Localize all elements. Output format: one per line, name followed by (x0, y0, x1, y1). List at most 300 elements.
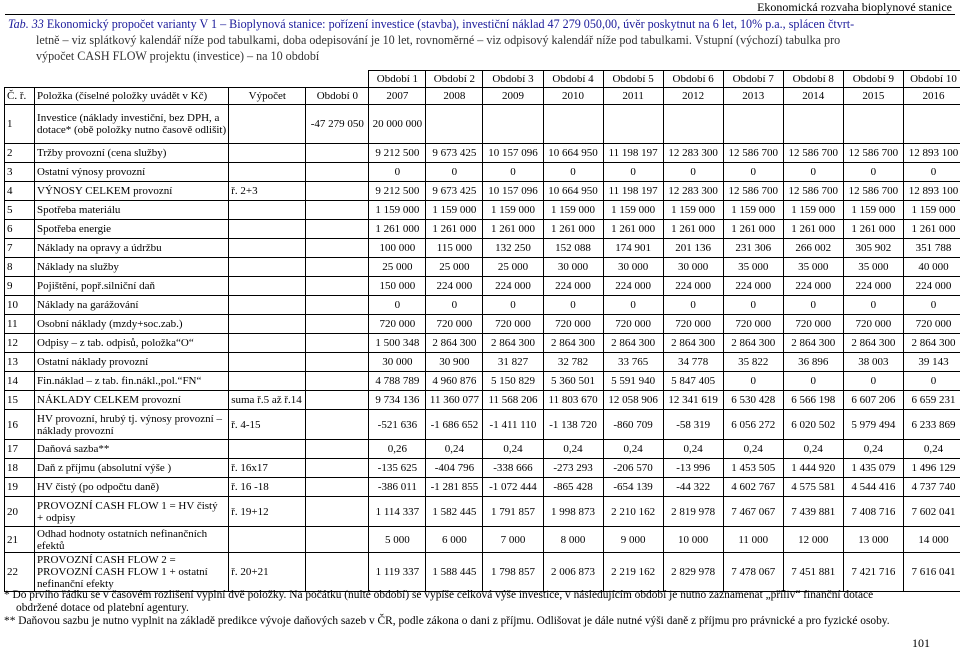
value-cell: 1 159 000 (723, 201, 783, 220)
caption-line-1-text: Ekonomický propočet varianty V 1 – Bioplynová stanice: pořízení investice (stavba), investiční náklad 47 279 050,00, úvěr poskytnut na 6 let, 10% p.a., splácen čtvrt- (44, 17, 854, 31)
calculation-cell (229, 296, 306, 315)
value-cell: 30 000 (663, 258, 723, 277)
value-cell: -1 686 652 (426, 410, 483, 440)
value-cell: 2 864 300 (723, 334, 783, 353)
table-row (5, 296, 960, 315)
item-cell: Fin.náklad – z tab. fin.nákl.,pol.“FN“ (35, 372, 229, 391)
value-cell: 0,24 (603, 440, 663, 459)
item-cell: Daň z příjmu (absolutní výše ) (35, 459, 229, 478)
value-cell: 1 500 348 (369, 334, 426, 353)
row-number-header: Č. ř. (5, 88, 35, 105)
value-cell: 7 439 881 (783, 497, 843, 527)
value-cell: 12 283 300 (663, 144, 723, 163)
row-number-cell: 3 (5, 163, 35, 182)
item-cell: NÁKLADY CELKEM provozní (35, 391, 229, 410)
item-cell: HV provozní, hrubý tj. výnosy provozní – náklady provozní (35, 410, 229, 440)
empty-header-cell (5, 71, 369, 88)
value-cell: 39 143 (903, 353, 960, 372)
value-cell: -1 281 855 (426, 478, 483, 497)
value-cell: 30 000 (369, 353, 426, 372)
value-cell (843, 105, 903, 144)
row-number-cell: 7 (5, 239, 35, 258)
value-cell: 1 159 000 (369, 201, 426, 220)
value-cell: 11 360 077 (426, 391, 483, 410)
value-cell: 5 591 940 (603, 372, 663, 391)
value-cell: 6 530 428 (723, 391, 783, 410)
value-cell: 0 (783, 296, 843, 315)
value-cell: 2 210 162 (603, 497, 663, 527)
value-cell: 1 444 920 (783, 459, 843, 478)
value-cell: 0,24 (483, 440, 543, 459)
value-cell: 32 782 (543, 353, 603, 372)
value-cell: 0 (723, 372, 783, 391)
value-cell (603, 105, 663, 144)
value-cell: 20 000 000 (369, 105, 426, 144)
value-cell: 40 000 (903, 258, 960, 277)
period-0-cell: -47 279 050 (306, 105, 369, 144)
value-cell: 4 737 740 (903, 478, 960, 497)
value-cell: 1 261 000 (843, 220, 903, 239)
column-header-row (5, 88, 960, 105)
value-cell: 1 159 000 (603, 201, 663, 220)
calculation-cell (229, 144, 306, 163)
period-header: Období 7 (723, 71, 783, 88)
row-number-cell: 10 (5, 296, 35, 315)
footnote-1: * Do prvího řádku se v časovém rozlišení vyplní dvě položky. Na počátku (nulté období) se vypíše celková výše investice, v následujícím období je nutno zaznamenat „příliv“ finanční dotace (4, 589, 952, 602)
value-cell: 38 003 (843, 353, 903, 372)
value-cell: 13 000 (843, 527, 903, 553)
value-cell: -1 072 444 (483, 478, 543, 497)
table-row (5, 220, 960, 239)
value-cell: 8 000 (543, 527, 603, 553)
value-cell: 720 000 (843, 315, 903, 334)
value-cell: 35 000 (783, 258, 843, 277)
year-header: 2008 (426, 88, 483, 105)
value-cell: 12 586 700 (843, 182, 903, 201)
calculation-cell: ř. 20+21 (229, 553, 306, 592)
value-cell: 9 212 500 (369, 182, 426, 201)
row-number-cell: 13 (5, 353, 35, 372)
value-cell: 0,24 (543, 440, 603, 459)
value-cell: 30 000 (543, 258, 603, 277)
value-cell: 35 000 (723, 258, 783, 277)
value-cell: -1 411 110 (483, 410, 543, 440)
value-cell: 30 000 (603, 258, 663, 277)
value-cell: 1 798 857 (483, 553, 543, 592)
value-cell (903, 105, 960, 144)
table-row (5, 239, 960, 258)
year-header: 2014 (783, 88, 843, 105)
table-row (5, 497, 960, 527)
calculation-cell: ř. 4-15 (229, 410, 306, 440)
value-cell: 2 006 873 (543, 553, 603, 592)
calculation-cell: ř. 19+12 (229, 497, 306, 527)
item-cell: PROVOZNÍ CASH FLOW 2 = PROVOZNÍ CASH FLOW 1 + ostatní nefinanční efekty (35, 553, 229, 592)
table-row (5, 334, 960, 353)
value-cell: 1 791 857 (483, 497, 543, 527)
value-cell: 7 616 041 (903, 553, 960, 592)
value-cell: 5 360 501 (543, 372, 603, 391)
value-cell: 7 408 716 (843, 497, 903, 527)
item-header: Položka (číselné položky uvádět v Kč) (35, 88, 229, 105)
value-cell: 9 000 (603, 527, 663, 553)
table-caption (8, 16, 950, 64)
value-cell: 1 261 000 (483, 220, 543, 239)
value-cell: 12 058 906 (603, 391, 663, 410)
value-cell: 35 000 (843, 258, 903, 277)
value-cell: 11 198 197 (603, 182, 663, 201)
row-number-cell: 9 (5, 277, 35, 296)
value-cell: 6 056 272 (723, 410, 783, 440)
year-header: 2013 (723, 88, 783, 105)
calculation-cell (229, 315, 306, 334)
value-cell: 720 000 (603, 315, 663, 334)
value-cell: 0 (723, 163, 783, 182)
value-cell: 14 000 (903, 527, 960, 553)
row-number-cell: 2 (5, 144, 35, 163)
row-number-cell: 6 (5, 220, 35, 239)
value-cell: 100 000 (369, 239, 426, 258)
table-row (5, 105, 960, 144)
value-cell: 1 159 000 (426, 201, 483, 220)
value-cell: 7 451 881 (783, 553, 843, 592)
table-row (5, 315, 960, 334)
value-cell: 12 586 700 (783, 144, 843, 163)
calculation-cell (229, 334, 306, 353)
table-row (5, 277, 960, 296)
value-cell: 12 586 700 (843, 144, 903, 163)
period-0-cell (306, 144, 369, 163)
value-cell: 12 893 100 (903, 182, 960, 201)
year-header: 2007 (369, 88, 426, 105)
value-cell: 224 000 (483, 277, 543, 296)
value-cell: 12 586 700 (723, 182, 783, 201)
period-0-cell (306, 163, 369, 182)
period-0-cell (306, 459, 369, 478)
value-cell: 720 000 (723, 315, 783, 334)
value-cell: 1 453 505 (723, 459, 783, 478)
table-body (5, 105, 960, 592)
value-cell: 7 467 067 (723, 497, 783, 527)
value-cell: 4 602 767 (723, 478, 783, 497)
item-cell: Náklady na opravy a údržbu (35, 239, 229, 258)
calculation-cell: ř. 16x17 (229, 459, 306, 478)
value-cell: 11 000 (723, 527, 783, 553)
value-cell: 6 233 869 (903, 410, 960, 440)
value-cell: -865 428 (543, 478, 603, 497)
footnote-2: ** Daňovou sazbu je nutno vyplnit na základě predikce vývoje daňových sazeb v ČR, podle zákona o dani z příjmu. Odlišovat je dále nutné výši daně z příjmu pro právnické a pro fyzické osoby. (4, 615, 952, 628)
value-cell: -338 666 (483, 459, 543, 478)
row-number-cell: 22 (5, 553, 35, 592)
calculation-cell (229, 105, 306, 144)
value-cell: 9 673 425 (426, 182, 483, 201)
value-cell: 1 159 000 (543, 201, 603, 220)
period-header: Období 8 (783, 71, 843, 88)
year-header: 2012 (663, 88, 723, 105)
value-cell: 1 159 000 (843, 201, 903, 220)
value-cell: 11 198 197 (603, 144, 663, 163)
value-cell: 1 261 000 (543, 220, 603, 239)
value-cell: 720 000 (543, 315, 603, 334)
calculation-cell (229, 220, 306, 239)
table-row (5, 372, 960, 391)
value-cell: 1 261 000 (369, 220, 426, 239)
value-cell: 2 864 300 (903, 334, 960, 353)
period-0-cell (306, 201, 369, 220)
header-rule (5, 14, 955, 15)
period-0-cell (306, 239, 369, 258)
item-cell: Náklady na garážování (35, 296, 229, 315)
row-number-cell: 20 (5, 497, 35, 527)
period-header: Období 3 (483, 71, 543, 88)
value-cell: 2 829 978 (663, 553, 723, 592)
value-cell: 0 (903, 163, 960, 182)
period-header: Období 9 (843, 71, 903, 88)
value-cell: 0 (843, 163, 903, 182)
row-number-cell: 16 (5, 410, 35, 440)
cash-flow-table (4, 70, 960, 592)
value-cell: 5 000 (369, 527, 426, 553)
value-cell: 720 000 (903, 315, 960, 334)
period-header: Období 1 (369, 71, 426, 88)
value-cell: 6 659 231 (903, 391, 960, 410)
calculation-cell (229, 277, 306, 296)
period-0-cell (306, 372, 369, 391)
period-header: Období 4 (543, 71, 603, 88)
running-header: Ekonomická rozvaha bioplynové stanice (757, 0, 952, 14)
value-cell: 2 864 300 (543, 334, 603, 353)
value-cell: 224 000 (903, 277, 960, 296)
item-cell: Osobní náklady (mzdy+soc.zab.) (35, 315, 229, 334)
calculation-cell (229, 372, 306, 391)
item-cell: Odpisy – z tab. odpisů, položka“O“ (35, 334, 229, 353)
value-cell: 1 496 129 (903, 459, 960, 478)
value-cell: 305 902 (843, 239, 903, 258)
row-number-cell: 4 (5, 182, 35, 201)
value-cell: 0 (369, 296, 426, 315)
value-cell: 152 088 (543, 239, 603, 258)
period-0-cell (306, 315, 369, 334)
value-cell (783, 105, 843, 144)
value-cell (543, 105, 603, 144)
value-cell: 7 602 041 (903, 497, 960, 527)
value-cell: 0 (483, 296, 543, 315)
period-header: Období 6 (663, 71, 723, 88)
row-number-cell: 15 (5, 391, 35, 410)
period-header: Období 10 (903, 71, 960, 88)
row-number-cell: 19 (5, 478, 35, 497)
value-cell (723, 105, 783, 144)
table-row (5, 353, 960, 372)
value-cell: 0 (543, 163, 603, 182)
item-cell: Daňová sazba** (35, 440, 229, 459)
value-cell: 720 000 (483, 315, 543, 334)
value-cell: 0 (603, 163, 663, 182)
caption-line-2: letně – viz splátkový kalendář níže pod tabulkami, doba odepisování je 10 let, rovnoměrné – viz odpisový kalendář níže pod tabulkami. Vstupní (výchozí) tabulka pro (8, 32, 950, 48)
value-cell: 0 (663, 163, 723, 182)
calculation-cell: suma ř.5 až ř.14 (229, 391, 306, 410)
footnote-1-continuation: obdržené dotace od platební agentury. (4, 602, 952, 615)
period-0-cell (306, 334, 369, 353)
item-cell: Náklady na služby (35, 258, 229, 277)
table-row (5, 163, 960, 182)
item-cell: HV čistý (po odpočtu daně) (35, 478, 229, 497)
period-0-cell (306, 527, 369, 553)
value-cell: 1 582 445 (426, 497, 483, 527)
value-cell: 224 000 (723, 277, 783, 296)
period-0-cell (306, 410, 369, 440)
value-cell: 9 212 500 (369, 144, 426, 163)
value-cell: 2 864 300 (843, 334, 903, 353)
value-cell: -521 636 (369, 410, 426, 440)
period-0-cell (306, 277, 369, 296)
period-0-header: Období 0 (306, 88, 369, 105)
row-number-cell: 17 (5, 440, 35, 459)
value-cell: 231 306 (723, 239, 783, 258)
value-cell: 1 998 873 (543, 497, 603, 527)
value-cell: 34 778 (663, 353, 723, 372)
value-cell: 351 788 (903, 239, 960, 258)
value-cell: 10 157 096 (483, 182, 543, 201)
value-cell: 0,24 (903, 440, 960, 459)
period-header-row (5, 71, 960, 88)
value-cell: 1 261 000 (723, 220, 783, 239)
value-cell: 10 664 950 (543, 182, 603, 201)
item-cell: Investice (náklady investiční, bez DPH, a dotace* (obě položky nutno časově odlišit) (35, 105, 229, 144)
period-0-cell (306, 182, 369, 201)
value-cell: 224 000 (426, 277, 483, 296)
value-cell: 2 864 300 (426, 334, 483, 353)
value-cell: 174 901 (603, 239, 663, 258)
period-0-cell (306, 497, 369, 527)
value-cell: 0 (543, 296, 603, 315)
value-cell: 0 (426, 296, 483, 315)
value-cell: 1 159 000 (783, 201, 843, 220)
row-number-cell: 12 (5, 334, 35, 353)
value-cell (483, 105, 543, 144)
calculation-cell (229, 258, 306, 277)
row-number-cell: 18 (5, 459, 35, 478)
value-cell: 11 803 670 (543, 391, 603, 410)
value-cell: 224 000 (783, 277, 843, 296)
table-row (5, 553, 960, 592)
value-cell: 7 478 067 (723, 553, 783, 592)
item-cell: PROVOZNÍ CASH FLOW 1 = HV čistý + odpisy (35, 497, 229, 527)
value-cell: 0 (843, 296, 903, 315)
calculation-cell (229, 163, 306, 182)
value-cell: 2 864 300 (483, 334, 543, 353)
value-cell: 12 893 100 (903, 144, 960, 163)
period-0-cell (306, 391, 369, 410)
caption-line-3: výpočet CASH FLOW projektu (investice) – na 10 období (8, 48, 950, 64)
value-cell: 224 000 (603, 277, 663, 296)
table-row (5, 182, 960, 201)
value-cell: 5 847 405 (663, 372, 723, 391)
item-cell: Spotřeba energie (35, 220, 229, 239)
table-row (5, 440, 960, 459)
value-cell: 201 136 (663, 239, 723, 258)
calculation-cell (229, 440, 306, 459)
value-cell: 10 664 950 (543, 144, 603, 163)
value-cell: 5 979 494 (843, 410, 903, 440)
period-0-cell (306, 220, 369, 239)
value-cell: 9 734 136 (369, 391, 426, 410)
year-header: 2009 (483, 88, 543, 105)
value-cell: 4 960 876 (426, 372, 483, 391)
value-cell: 30 900 (426, 353, 483, 372)
value-cell: 0,24 (843, 440, 903, 459)
period-0-cell (306, 478, 369, 497)
value-cell: 10 157 096 (483, 144, 543, 163)
value-cell: 31 827 (483, 353, 543, 372)
period-0-cell (306, 553, 369, 592)
value-cell: 25 000 (426, 258, 483, 277)
value-cell: 4 544 416 (843, 478, 903, 497)
item-cell: Tržby provozní (cena služby) (35, 144, 229, 163)
value-cell: 224 000 (543, 277, 603, 296)
value-cell: 720 000 (426, 315, 483, 334)
calculation-cell (229, 353, 306, 372)
value-cell: 12 586 700 (723, 144, 783, 163)
caption-table-number: Tab. 33 (8, 17, 44, 31)
table-row (5, 410, 960, 440)
row-number-cell: 8 (5, 258, 35, 277)
table-row (5, 258, 960, 277)
value-cell: -273 293 (543, 459, 603, 478)
value-cell: 720 000 (369, 315, 426, 334)
value-cell: 12 283 300 (663, 182, 723, 201)
footnotes (4, 589, 952, 628)
value-cell: 0 (426, 163, 483, 182)
value-cell: 224 000 (663, 277, 723, 296)
row-number-cell: 14 (5, 372, 35, 391)
value-cell: 1 119 337 (369, 553, 426, 592)
item-cell: Pojištění, popř.silniční daň (35, 277, 229, 296)
calculation-cell: ř. 2+3 (229, 182, 306, 201)
value-cell: 12 341 619 (663, 391, 723, 410)
item-cell: Ostatní výnosy provozní (35, 163, 229, 182)
period-header: Období 2 (426, 71, 483, 88)
value-cell: 0 (783, 163, 843, 182)
value-cell: 7 000 (483, 527, 543, 553)
value-cell: 0,24 (723, 440, 783, 459)
value-cell: 2 219 162 (603, 553, 663, 592)
value-cell: 36 896 (783, 353, 843, 372)
value-cell: 0 (369, 163, 426, 182)
value-cell: 4 575 581 (783, 478, 843, 497)
value-cell: 2 864 300 (783, 334, 843, 353)
calculation-cell (229, 239, 306, 258)
period-0-cell (306, 440, 369, 459)
value-cell: 1 159 000 (663, 201, 723, 220)
year-header: 2015 (843, 88, 903, 105)
calculation-header: Výpočet (229, 88, 306, 105)
value-cell: 720 000 (663, 315, 723, 334)
value-cell: 4 788 789 (369, 372, 426, 391)
value-cell: -386 011 (369, 478, 426, 497)
value-cell: 6 566 198 (783, 391, 843, 410)
value-cell: 0 (663, 296, 723, 315)
value-cell: 132 250 (483, 239, 543, 258)
table-row (5, 391, 960, 410)
period-header: Období 5 (603, 71, 663, 88)
row-number-cell: 21 (5, 527, 35, 553)
value-cell: -58 319 (663, 410, 723, 440)
value-cell: 11 568 206 (483, 391, 543, 410)
value-cell: 2 864 300 (663, 334, 723, 353)
value-cell (663, 105, 723, 144)
period-0-cell (306, 258, 369, 277)
